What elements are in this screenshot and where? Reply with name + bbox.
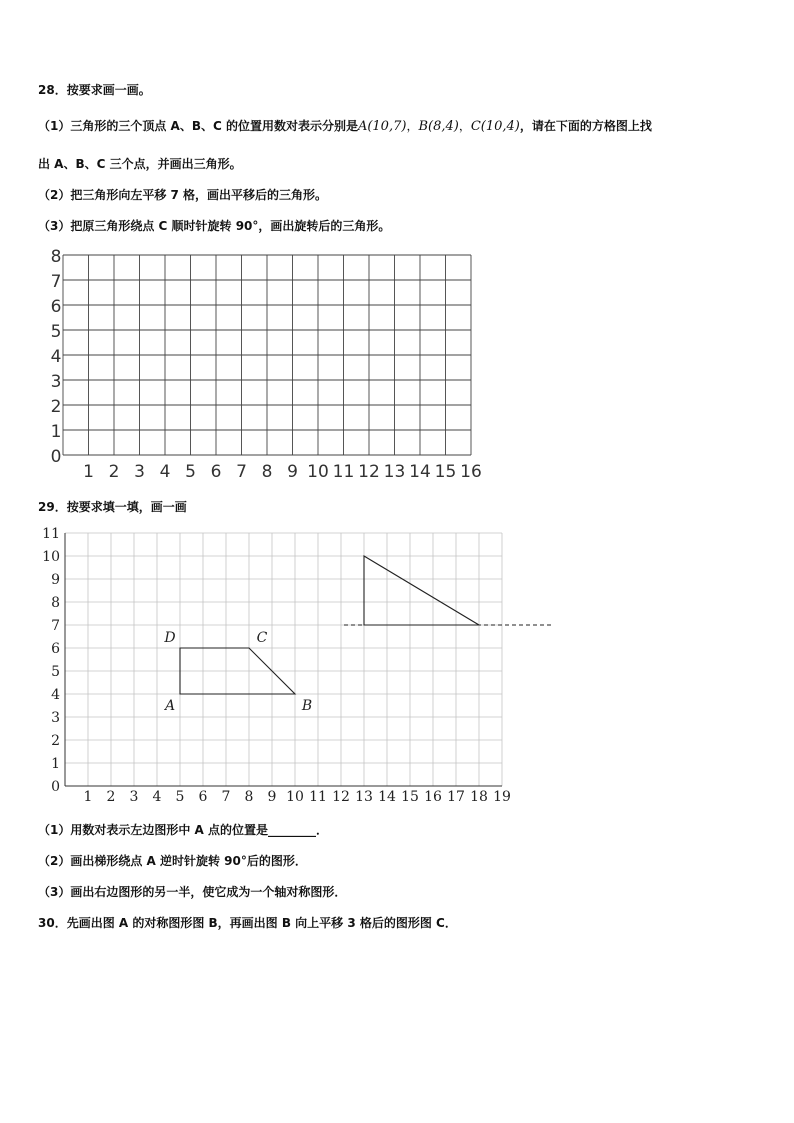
x-tick-label: 7 <box>221 789 231 805</box>
point-label-c: C <box>256 630 268 646</box>
x-tick-label: 6 <box>210 462 222 482</box>
x-tick-label: 10 <box>307 462 329 482</box>
y-tick-label: 6 <box>51 641 60 657</box>
y-tick-label: 0 <box>50 447 62 467</box>
x-tick-label: 1 <box>83 462 94 482</box>
separator: ， <box>406 119 419 133</box>
x-tick-label: 7 <box>236 462 247 482</box>
y-tick-label: 4 <box>50 347 62 367</box>
point-a-pair: A(10,7) <box>357 119 407 134</box>
grid-q29 <box>42 526 551 805</box>
x-tick-label: 3 <box>134 462 145 482</box>
x-tick-label: 1 <box>83 789 93 805</box>
q28-part3: （3）把原三角形绕点 C 顺时针旋转 90°，画出旋转后的三角形。 <box>38 219 391 233</box>
x-tick-label: 12 <box>358 462 380 482</box>
y-tick-label: 7 <box>51 618 60 634</box>
x-tick-label: 13 <box>355 789 373 805</box>
separator: ， <box>458 119 471 133</box>
y-tick-label: 1 <box>51 756 60 772</box>
y-tick-label: 2 <box>50 397 62 417</box>
q29-part1: （1）用数对表示左边图形中 A 点的位置是________． <box>38 823 328 837</box>
q28-part2: （2）把三角形向左平移 7 格，画出平移后的三角形。 <box>38 188 328 202</box>
x-tick-label: 15 <box>434 462 457 482</box>
y-tick-label: 11 <box>42 526 60 542</box>
x-tick-label: 5 <box>175 789 185 805</box>
grid-q28 <box>51 247 482 482</box>
x-tick-label: 4 <box>159 462 171 482</box>
x-tick-label: 5 <box>185 462 196 482</box>
q28-title: 28．按要求画一画。 <box>38 83 151 97</box>
q28-part1-suffix: ，请在下面的方格图上找 <box>519 119 652 133</box>
half-triangle <box>364 556 479 625</box>
q29-part2: （2）画出梯形绕点 A 逆时针旋转 90°后的图形． <box>38 854 307 868</box>
q30-title: 30．先画出图 A 的对称图形图 B，再画出图 B 向上平移 3 格后的图形图 C． <box>38 916 457 930</box>
x-tick-label: 4 <box>152 789 162 805</box>
x-tick-label: 2 <box>108 462 120 482</box>
x-tick-label: 11 <box>309 789 327 805</box>
point-label-b: B <box>301 698 313 714</box>
x-tick-label: 19 <box>493 789 511 805</box>
x-tick-label: 13 <box>383 462 406 482</box>
x-tick-label: 14 <box>409 462 431 482</box>
y-tick-label: 10 <box>42 549 60 565</box>
x-tick-label: 10 <box>286 789 304 805</box>
x-tick-label: 16 <box>460 462 482 482</box>
y-tick-label: 5 <box>50 322 62 342</box>
point-b-pair: B(8,4) <box>418 119 459 134</box>
y-tick-label: 3 <box>50 372 62 392</box>
point-label-d: D <box>164 630 176 646</box>
y-tick-label: 6 <box>50 297 62 317</box>
x-tick-label: 16 <box>424 789 442 805</box>
point-label-a: A <box>164 698 176 714</box>
q28-part1-line2: 出 A、B、C 三个点，并画出三角形。 <box>38 157 242 171</box>
y-tick-label: 8 <box>50 247 62 267</box>
y-tick-label: 4 <box>51 687 60 703</box>
y-tick-label: 2 <box>51 733 60 749</box>
x-tick-label: 6 <box>198 789 208 805</box>
x-tick-label: 18 <box>470 789 488 805</box>
x-tick-label: 17 <box>447 789 465 805</box>
y-tick-label: 9 <box>51 572 60 588</box>
x-tick-label: 2 <box>106 789 116 805</box>
x-tick-label: 3 <box>129 789 139 805</box>
x-tick-label: 11 <box>332 462 355 482</box>
y-tick-label: 0 <box>51 779 60 795</box>
x-tick-label: 9 <box>267 789 277 805</box>
y-tick-label: 8 <box>51 595 60 611</box>
x-tick-label: 15 <box>401 789 419 805</box>
y-tick-label: 3 <box>51 710 60 726</box>
x-tick-label: 8 <box>244 789 254 805</box>
x-tick-label: 14 <box>378 789 396 805</box>
x-tick-label: 9 <box>287 462 298 482</box>
x-tick-label: 12 <box>332 789 350 805</box>
q29-part3: （3）画出右边图形的另一半，使它成为一个轴对称图形． <box>38 885 347 899</box>
y-tick-label: 1 <box>50 422 62 442</box>
x-tick-label: 8 <box>261 462 273 482</box>
q29-title: 29．按要求填一填，画一画 <box>38 500 187 514</box>
y-tick-label: 5 <box>51 664 60 680</box>
q28-part1-prefix: （1）三角形的三个顶点 A、B、C 的位置用数对表示分别是 <box>38 119 358 133</box>
y-tick-label: 7 <box>50 272 62 292</box>
point-c-pair: C(10,4) <box>470 119 520 134</box>
